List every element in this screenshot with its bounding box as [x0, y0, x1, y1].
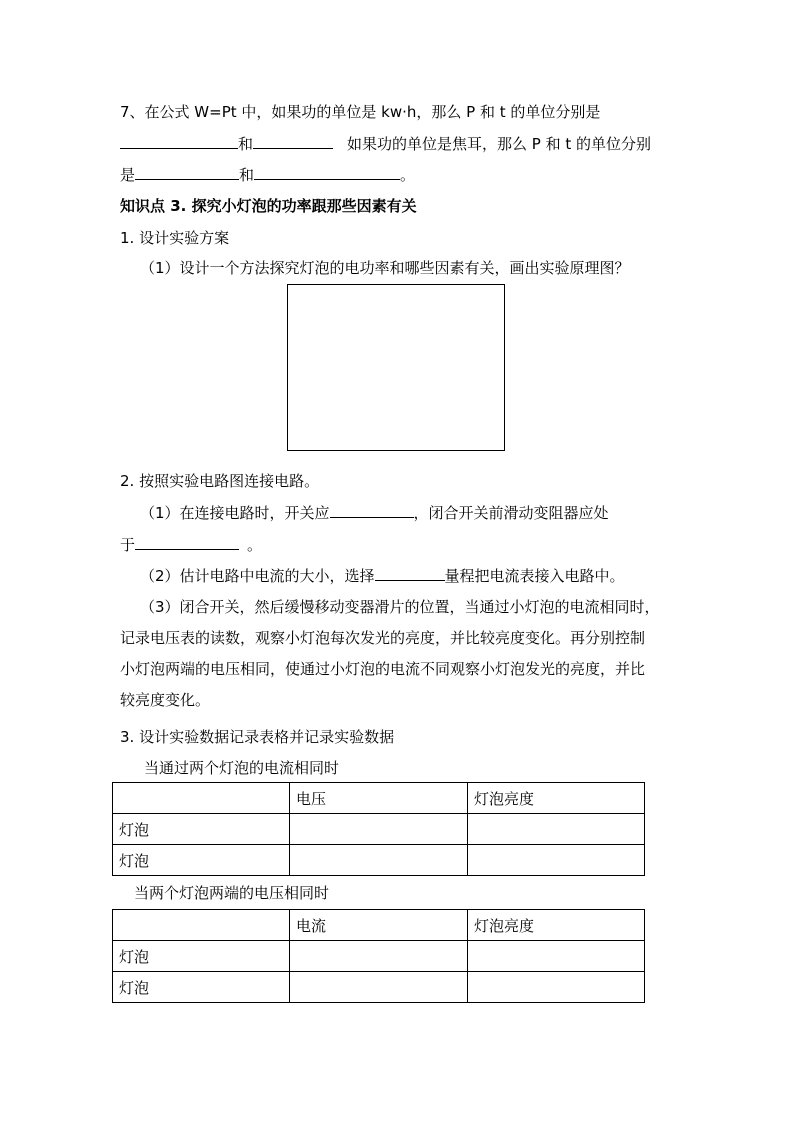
data-table-same-voltage: [112, 909, 645, 1003]
q7-text: 7、在公式 W=Pt 中，如果功的单位是 kw·h，那么 P 和 t 的单位分别是: [120, 103, 601, 121]
ammeter-range-blank[interactable]: [375, 564, 445, 581]
q7-line2-tail: 如果功的单位是焦耳，那么 P 和 t 的单位分别: [347, 135, 652, 153]
step2-q1-c: 于: [120, 536, 136, 554]
q7-line-1: [120, 101, 600, 123]
table-header-cell: 灯泡亮度: [468, 783, 645, 814]
row-label: 灯泡: [113, 814, 290, 845]
q7-line-2: [120, 132, 651, 155]
switch-state-blank[interactable]: [330, 501, 414, 518]
step2-q1-line-2: [120, 533, 262, 556]
table-header-row: [113, 783, 645, 814]
brightness-cell[interactable]: [468, 814, 645, 845]
q7-and-2: 和: [239, 166, 255, 184]
q7-period: 。: [400, 166, 416, 184]
step2-q1-end: 。: [247, 536, 263, 554]
step1-title: 1. 设计实验方案: [120, 229, 230, 247]
row-label: 灯泡: [113, 972, 290, 1003]
step2-q3-line-1: （3）闭合开关，然后缓慢移动变器滑片的位置，当通过小灯泡的电流相同时，: [140, 598, 660, 616]
step2-q1-b: ，闭合开关前滑动变阻器应处: [413, 504, 609, 522]
voltage-cell[interactable]: [290, 845, 468, 876]
table-header-row: [113, 910, 645, 941]
row-label: 灯泡: [113, 845, 290, 876]
table-row: [113, 814, 645, 845]
step1-q1: （1）设计一个方法探究灯泡的电功率和哪些因素有关，画出实验原理图？: [140, 259, 630, 277]
rheostat-position-blank[interactable]: [135, 533, 239, 550]
step2-q3-line-4: 较亮度变化。: [120, 691, 211, 709]
brightness-cell[interactable]: [468, 972, 645, 1003]
current-cell[interactable]: [290, 972, 468, 1003]
current-cell[interactable]: [290, 941, 468, 972]
q7-and-1: 和: [238, 135, 254, 153]
step2-q2-a: （2）估计电路中电流的大小，选择: [140, 567, 375, 585]
diagram-drawing-box[interactable]: [287, 284, 505, 451]
table-header-cell: [113, 910, 290, 941]
step2-q1-a: （1）在连接电路时，开关应: [140, 504, 330, 522]
q7-line-3: [120, 163, 415, 186]
q7-line3-head: 是: [120, 166, 136, 184]
step2-q2: [140, 564, 625, 587]
brightness-cell[interactable]: [468, 845, 645, 876]
table-row: [113, 941, 645, 972]
section3-heading: 知识点 3. 探究小灯泡的功率跟那些因素有关: [120, 197, 417, 215]
q7-blank-3[interactable]: [135, 163, 239, 180]
step3-title: 3. 设计实验数据记录表格并记录实验数据: [120, 728, 395, 746]
q7-blank-4[interactable]: [254, 163, 400, 180]
row-label: 灯泡: [113, 941, 290, 972]
data-table-same-current: [112, 782, 645, 876]
table-header-cell: 灯泡亮度: [468, 910, 645, 941]
step2-title: 2. 按照实验电路图连接电路。: [120, 472, 320, 490]
table-row: [113, 845, 645, 876]
table-header-cell: 电压: [290, 783, 468, 814]
table-row: [113, 972, 645, 1003]
table-header-cell: [113, 783, 290, 814]
table1-caption: 当通过两个灯泡的电流相同时: [144, 759, 340, 777]
table2-caption: 当两个灯泡两端的电压相同时: [134, 884, 330, 902]
step2-q3-line-2: 记录电压表的读数，观察小灯泡每次发光的亮度，并比较亮度变化。再分别控制: [120, 629, 646, 647]
q7-blank-2[interactable]: [253, 132, 333, 149]
step2-q1-line-1: [140, 501, 609, 524]
brightness-cell[interactable]: [468, 941, 645, 972]
step2-q3-line-3: 小灯泡两端的电压相同，使通过小灯泡的电流不同观察小灯泡发光的亮度，并比: [120, 660, 646, 678]
step2-q2-b: 量程把电流表接入电路中。: [444, 567, 625, 585]
q7-blank-1[interactable]: [120, 132, 238, 149]
voltage-cell[interactable]: [290, 814, 468, 845]
table-header-cell: 电流: [290, 910, 468, 941]
